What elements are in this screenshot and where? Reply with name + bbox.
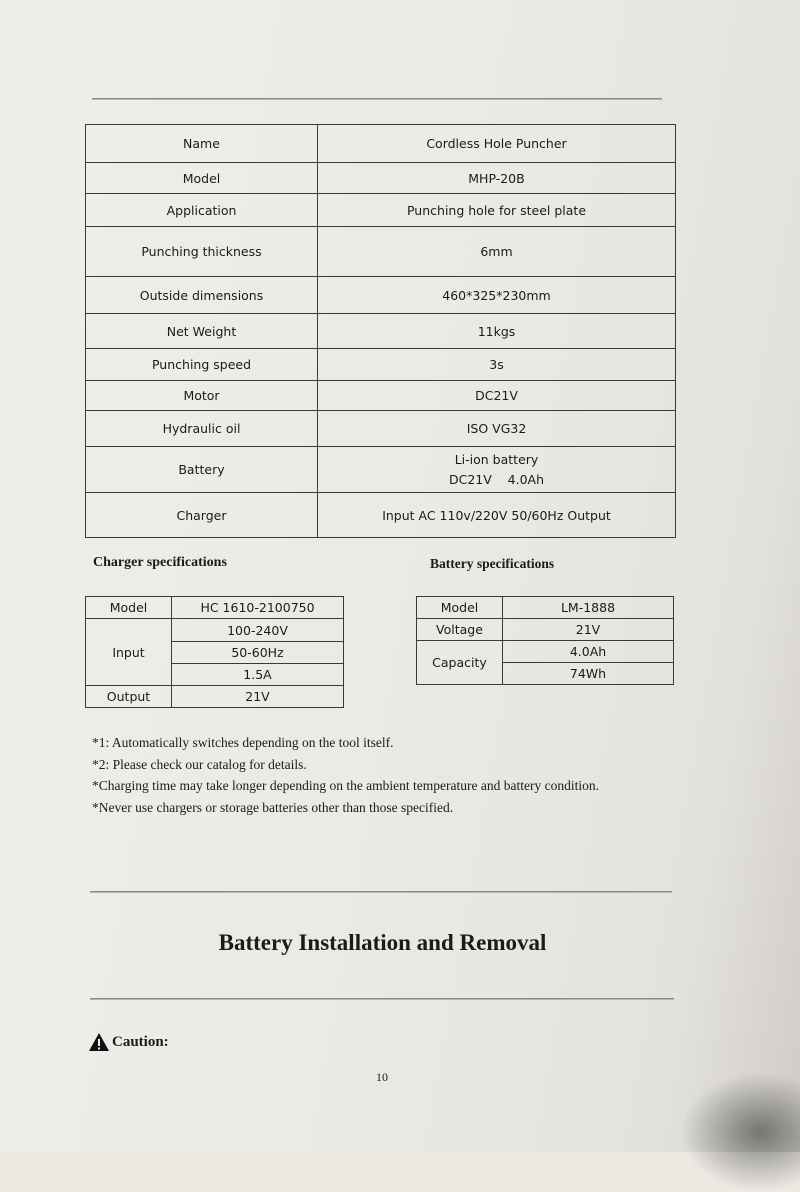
footnote: *Charging time may take longer depending on the ambient temperature and battery condition. [92, 778, 599, 793]
spec-label: Name [86, 125, 318, 163]
charger-label: Input [86, 619, 172, 686]
footnote: *1: Automatically switches depending on the tool itself. [92, 735, 394, 750]
battery-value: LM-1888 [503, 597, 674, 619]
spec-value: MHP-20B [318, 163, 676, 194]
spec-label: Application [86, 194, 318, 227]
charger-label: Model [86, 597, 172, 619]
top-rule [92, 98, 662, 100]
battery-rating: DC21V 4.0Ah [448, 471, 545, 487]
spec-value: 3s [318, 349, 676, 381]
spec-row-motor [86, 381, 676, 411]
battery-row-model [417, 597, 674, 619]
spec-row-hydraulic-oil [86, 411, 676, 447]
battery-spec-table [416, 596, 674, 685]
battery-value: 4.0Ah [503, 641, 674, 663]
charger-label: Output [86, 686, 172, 708]
footnote: *2: Please check our catalog for details. [92, 756, 307, 772]
battery-specs-title: Battery specifications [430, 556, 555, 571]
spec-row-application [86, 194, 676, 227]
spec-row-outside-dimensions [86, 277, 676, 314]
spec-row-name [86, 125, 676, 163]
charger-value: 100-240V [172, 619, 344, 642]
spec-label: Punching thickness [86, 227, 318, 277]
caution-label: Caution: [112, 1033, 169, 1050]
battery-type: Li-ion battery [454, 451, 539, 467]
charger-row-output [86, 686, 344, 708]
spec-row-punching-speed [86, 349, 676, 381]
battery-value: 21V [503, 619, 674, 641]
charger-value: HC 1610-2100750 [172, 597, 344, 619]
spec-label: Charger [86, 493, 318, 538]
battery-row-capacity [417, 641, 674, 663]
spec-row-battery [86, 447, 676, 493]
charger-spec-table [85, 596, 344, 708]
spec-label: Hydraulic oil [86, 411, 318, 447]
spec-value: 460*325*230mm [318, 277, 676, 314]
spec-value: Cordless Hole Puncher [318, 125, 676, 163]
battery-label: Model [417, 597, 503, 619]
page-number: 10 [376, 1070, 388, 1084]
spec-value: 11kgs [318, 314, 676, 349]
section-rule-bottom [90, 998, 674, 1000]
charger-row-input [86, 619, 344, 642]
warning-icon [88, 1032, 110, 1052]
spec-label: Motor [86, 381, 318, 411]
spec-label: Net Weight [86, 314, 318, 349]
spec-row-punching-thickness [86, 227, 676, 277]
spec-label: Battery [86, 447, 318, 493]
section-rule-top [90, 891, 672, 893]
charger-value: 50-60Hz [172, 642, 344, 664]
spec-value: ISO VG32 [318, 411, 676, 447]
battery-row-voltage [417, 619, 674, 641]
caution-heading [88, 1032, 169, 1052]
charger-specs-title: Charger specifications [93, 555, 227, 570]
charger-value: 21V [172, 686, 344, 708]
spec-row-net-weight [86, 314, 676, 349]
spec-value: DC21V [318, 381, 676, 411]
spec-label: Punching speed [86, 349, 318, 381]
charger-value: 1.5A [172, 664, 344, 686]
footnotes [92, 732, 599, 818]
spec-value: Punching hole for steel plate [318, 194, 676, 227]
spec-row-model [86, 163, 676, 194]
shadow-corner [680, 1072, 800, 1192]
spec-label: Model [86, 163, 318, 194]
footnote: *Never use chargers or storage batteries other than those specified. [92, 799, 454, 815]
section-title: Battery Installation and Removal [218, 930, 547, 955]
spec-value: Input AC 110v/220V 50/60Hz Output [318, 493, 676, 538]
battery-value: 74Wh [503, 663, 674, 685]
product-spec-table [85, 124, 676, 538]
battery-label: Capacity [417, 641, 503, 685]
charger-row-model [86, 597, 344, 619]
battery-label: Voltage [417, 619, 503, 641]
spec-label: Outside dimensions [86, 277, 318, 314]
spec-value [318, 447, 676, 493]
spec-value: 6mm [318, 227, 676, 277]
spec-row-charger [86, 493, 676, 538]
